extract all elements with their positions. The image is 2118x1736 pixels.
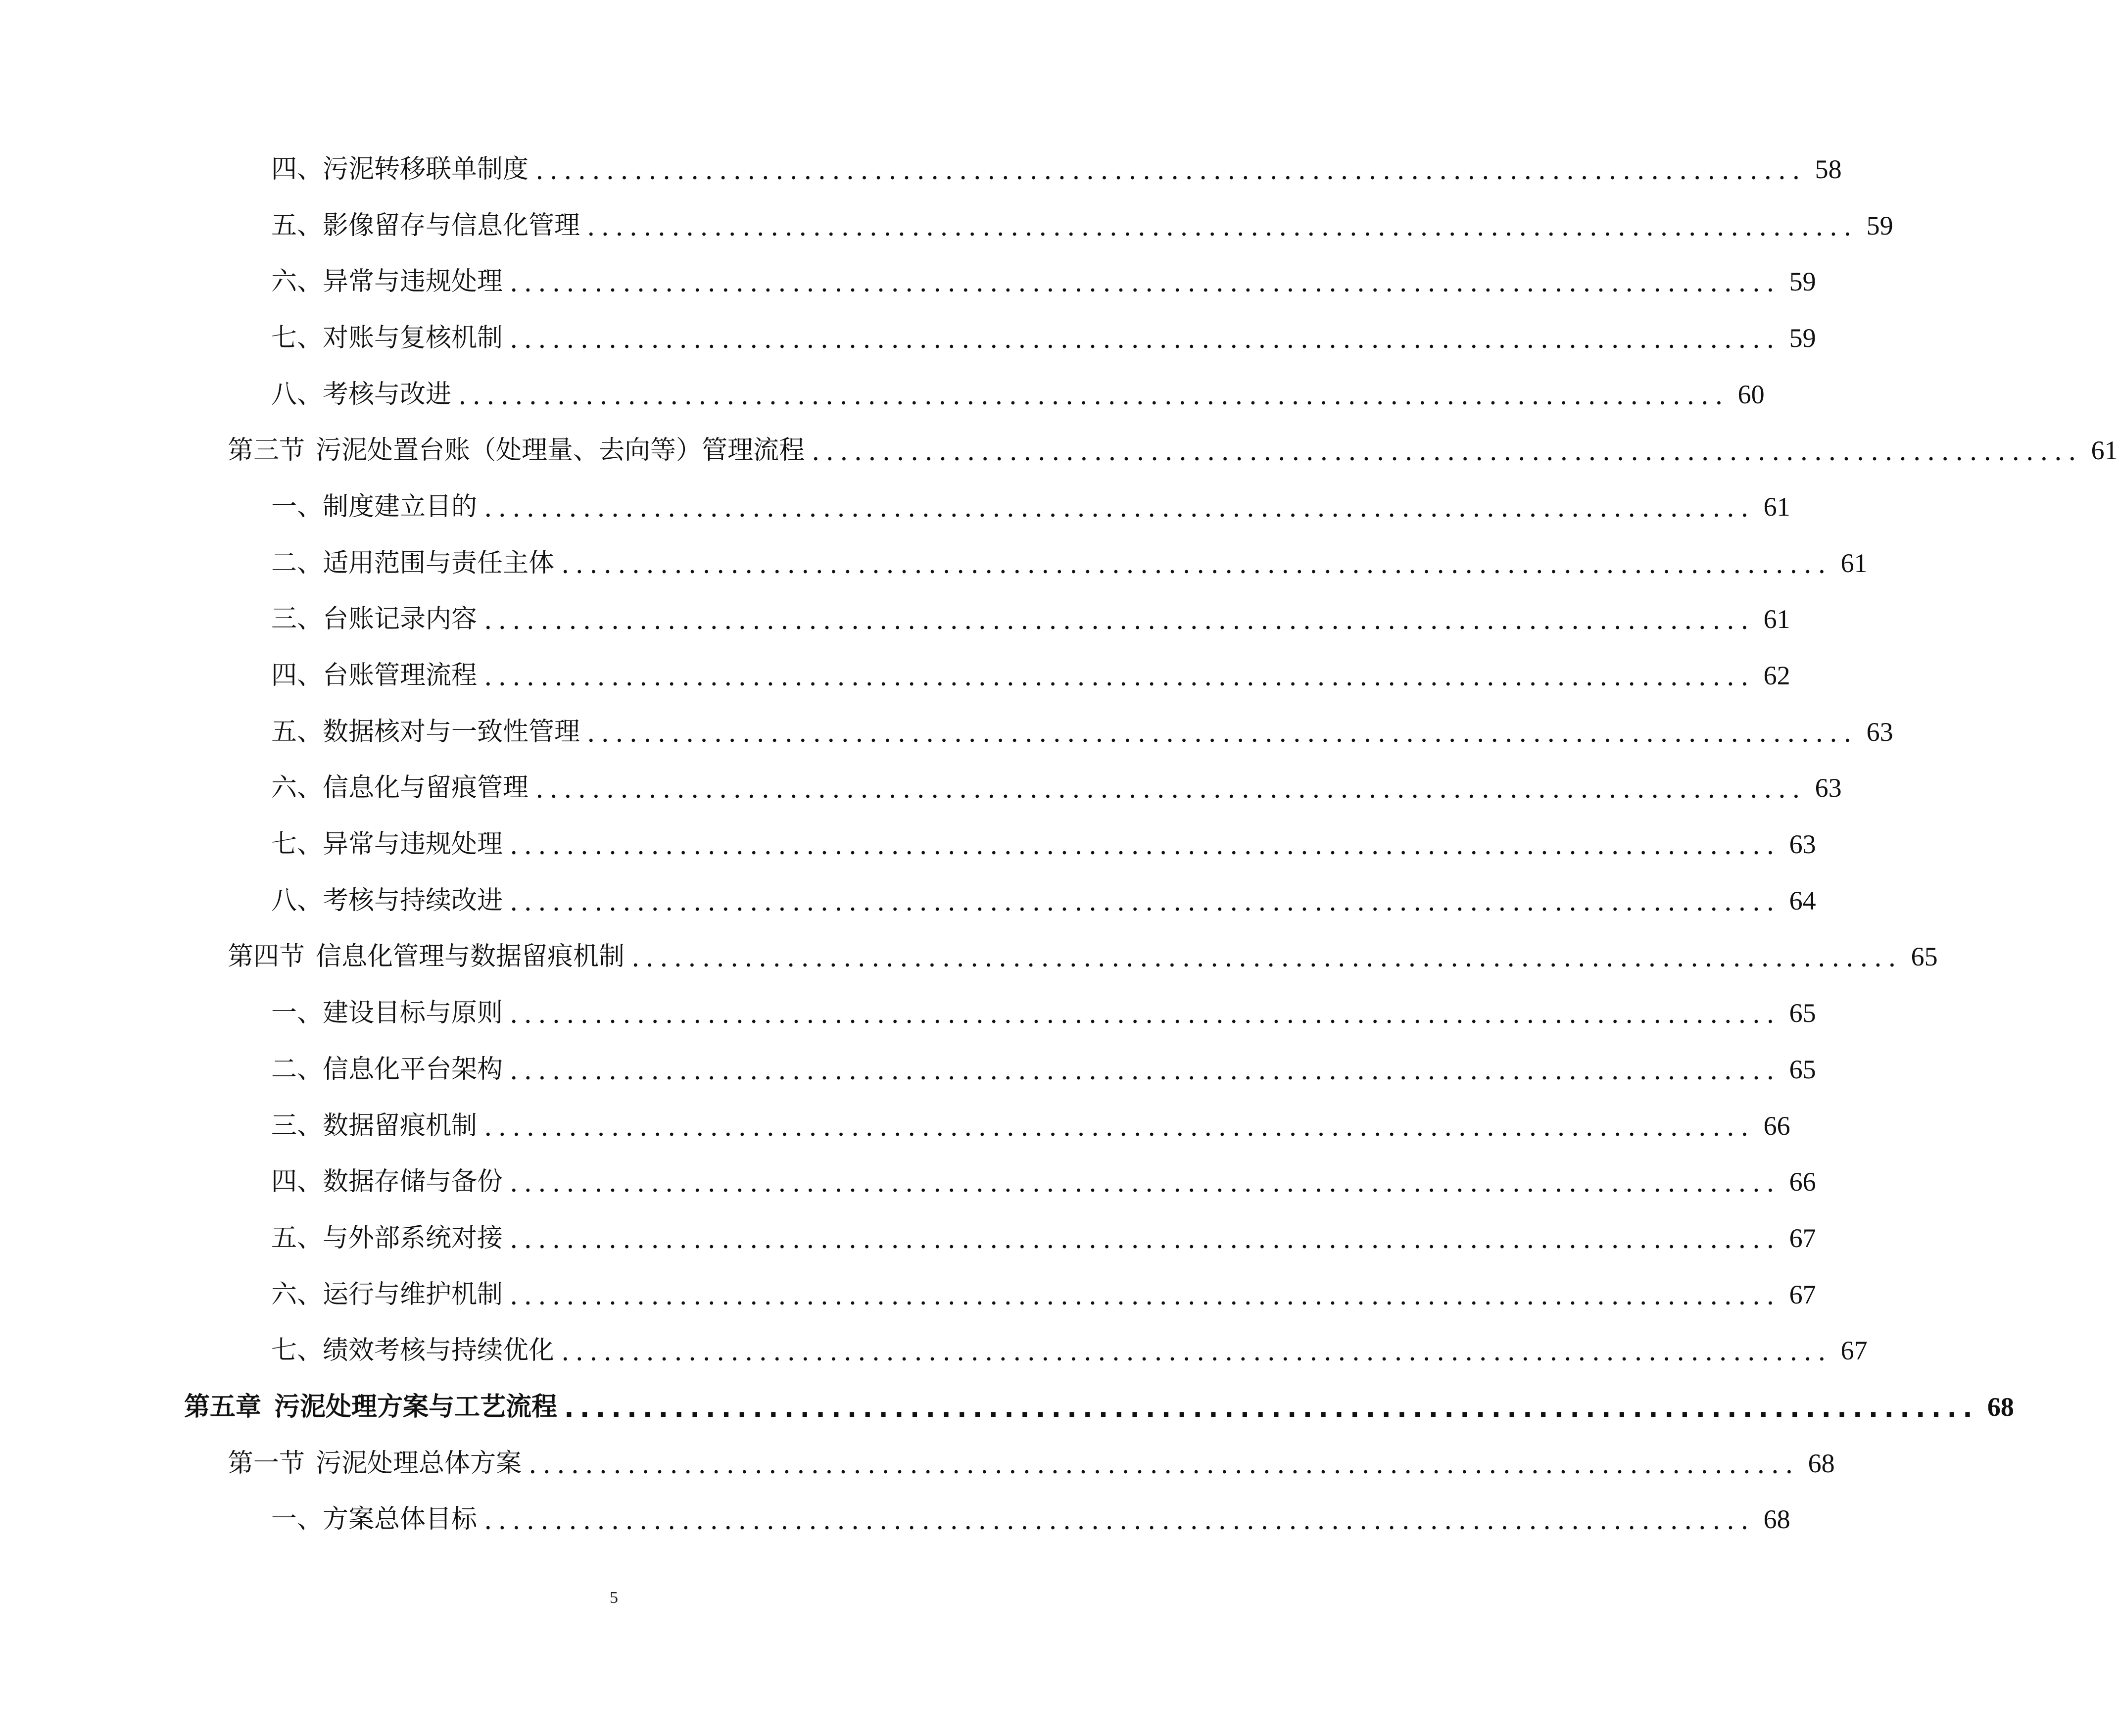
toc-dot-leader: .......................................................................................... <box>510 1056 1781 1086</box>
toc-entry-title: 运行与维护机制 <box>323 1279 503 1309</box>
toc-entry-number: 二、 <box>271 1054 323 1084</box>
toc-entry-item[interactable] <box>0 479 1790 535</box>
toc-entry-section[interactable] <box>0 1435 1835 1492</box>
toc-entry-number: 五、 <box>271 717 323 747</box>
toc-entry-item[interactable] <box>0 1210 1816 1266</box>
toc-entry-number: 七、 <box>271 323 323 353</box>
toc-entry-page: 60 <box>1737 379 1765 409</box>
toc-entry-page: 63 <box>1815 773 1842 803</box>
toc-dot-leader: .......................................................................................... <box>510 1281 1781 1311</box>
toc-dot-leader: .......................................................................................... <box>510 324 1781 354</box>
toc-entry-title: 绩效考核与持续优化 <box>323 1336 555 1366</box>
toc-entry-page: 65 <box>1789 1054 1816 1084</box>
toc-entry-title: 建设目标与原则 <box>323 998 503 1028</box>
toc-entry-title: 污泥处理总体方案 <box>316 1448 522 1478</box>
toc-entry-number: 八、 <box>271 379 323 409</box>
toc-entry-page: 68 <box>1763 1504 1790 1535</box>
toc-entry-number: 第三节 <box>228 435 305 466</box>
toc-dot-leader: .......................................................................................... <box>631 943 1902 973</box>
toc-dot-leader: .......................................................................................... <box>561 1337 1832 1367</box>
toc-dot-leader: .......................................................................................... <box>510 1000 1781 1030</box>
toc-entry-title: 台账管理流程 <box>323 661 478 691</box>
toc-entry-page: 61 <box>1840 548 1868 578</box>
toc-entry-section[interactable] <box>0 929 1938 985</box>
toc-entry-item[interactable] <box>0 985 1816 1041</box>
toc-entry-page: 59 <box>1866 210 1893 241</box>
toc-dot-leader: .......................................................................................... <box>484 606 1755 636</box>
toc-entry-number: 五、 <box>271 1223 323 1253</box>
toc-entry-item[interactable] <box>0 197 1893 254</box>
toc-entry-item[interactable] <box>0 647 1790 704</box>
toc-entry-number: 第四节 <box>228 942 305 972</box>
toc-entry-page: 59 <box>1789 323 1816 353</box>
toc-entry-item[interactable] <box>0 1492 1790 1548</box>
toc-dot-leader: .......................................................................................... <box>535 155 1806 186</box>
toc-entry-page: 64 <box>1789 885 1816 916</box>
toc-entry-title: 污泥处理方案与工艺流程 <box>274 1392 558 1422</box>
toc-entry-title: 信息化与留痕管理 <box>323 773 529 803</box>
toc-entry-title: 信息化平台架构 <box>323 1054 503 1084</box>
toc-entry-number: 二、 <box>271 548 323 578</box>
toc-entry-page: 61 <box>2091 435 2118 466</box>
toc-dot-leader: .......................................................................................... <box>535 774 1806 805</box>
toc-entry-page: 67 <box>1789 1279 1816 1309</box>
toc-entry-title: 考核与改进 <box>323 379 452 409</box>
toc-entry-title: 异常与违规处理 <box>323 829 503 860</box>
toc-dot-leader: .......................................................................................... <box>458 381 1729 411</box>
toc-entry-item[interactable] <box>0 366 1765 423</box>
toc-entry-page: 66 <box>1789 1167 1816 1197</box>
toc-entry-number: 六、 <box>271 1279 323 1309</box>
toc-entry-title: 台账记录内容 <box>323 604 478 634</box>
toc-entry-title: 适用范围与责任主体 <box>323 548 555 578</box>
toc-entry-page: 67 <box>1789 1223 1816 1253</box>
toc-entry-page: 59 <box>1789 267 1816 297</box>
toc-entry-number: 一、 <box>271 1504 323 1535</box>
toc-dot-leader: .......................................................................................... <box>529 1449 1799 1480</box>
toc-entry-page: 63 <box>1866 717 1893 747</box>
toc-entry-title: 制度建立目的 <box>323 491 478 522</box>
toc-dot-leader: .......................................................................................... <box>484 1506 1755 1536</box>
toc-dot-leader: .......................................................................................... <box>484 493 1755 523</box>
toc-dot-leader: .......................................................................................... <box>510 1168 1781 1199</box>
toc-entry-page: 68 <box>1808 1448 1835 1478</box>
toc-entry-item[interactable] <box>0 816 1816 872</box>
toc-dot-leader: .......................................................................................... <box>510 268 1781 298</box>
toc-entry-item[interactable] <box>0 872 1816 929</box>
toc-entry-item[interactable] <box>0 253 1816 310</box>
toc-dot-leader: .......................................................................................... <box>510 887 1781 917</box>
toc-entry-number: 七、 <box>271 829 323 860</box>
toc-entry-item[interactable] <box>0 141 1842 197</box>
toc-entry-item[interactable] <box>0 1322 1868 1379</box>
toc-entry-page: 67 <box>1840 1336 1868 1366</box>
toc-entry-page: 61 <box>1763 491 1790 522</box>
toc-entry-number: 第一节 <box>228 1448 305 1478</box>
table-of-contents <box>0 141 2118 1547</box>
toc-entry-number: 第五章 <box>184 1392 262 1422</box>
toc-entry-page: 65 <box>1911 942 1938 972</box>
toc-entry-chapter[interactable] <box>0 1379 2014 1435</box>
toc-dot-leader: .......................................................................................... <box>587 212 1858 242</box>
toc-entry-number: 四、 <box>271 661 323 691</box>
toc-entry-item[interactable] <box>0 1154 1816 1210</box>
toc-entry-number: 三、 <box>271 1110 323 1141</box>
toc-entry-page: 63 <box>1789 829 1816 860</box>
toc-entry-title: 数据核对与一致性管理 <box>323 717 580 747</box>
toc-dot-leader: .......................................................................................... <box>484 662 1755 692</box>
toc-entry-title: 异常与违规处理 <box>323 267 503 297</box>
toc-entry-item[interactable] <box>0 1266 1816 1323</box>
toc-entry-page: 61 <box>1763 604 1790 634</box>
toc-entry-number: 六、 <box>271 773 323 803</box>
toc-entry-title: 影像留存与信息化管理 <box>323 210 580 241</box>
toc-dot-leader: .......................................................................................... <box>587 718 1858 748</box>
toc-entry-number: 四、 <box>271 154 323 184</box>
toc-entry-item[interactable] <box>0 1098 1790 1154</box>
toc-entry-number: 一、 <box>271 998 323 1028</box>
toc-entry-item[interactable] <box>0 704 1893 760</box>
toc-entry-number: 六、 <box>271 267 323 297</box>
toc-entry-number: 三、 <box>271 604 323 634</box>
toc-entry-title: 数据留痕机制 <box>323 1110 478 1141</box>
toc-entry-item[interactable] <box>0 310 1816 366</box>
toc-entry-title: 信息化管理与数据留痕机制 <box>316 942 625 972</box>
toc-entry-number: 一、 <box>271 491 323 522</box>
toc-dot-leader: .......................................................................................... <box>484 1112 1755 1142</box>
toc-dot-leader: .......................................................................................... <box>812 437 2082 467</box>
toc-entry-number: 四、 <box>271 1167 323 1197</box>
toc-entry-item[interactable] <box>0 760 1842 817</box>
toc-entry-number: 七、 <box>271 1336 323 1366</box>
toc-entry-item[interactable] <box>0 535 1868 591</box>
toc-entry-title: 考核与持续改进 <box>323 885 503 916</box>
toc-entry-section[interactable] <box>0 422 2118 479</box>
toc-entry-title: 对账与复核机制 <box>323 323 503 353</box>
toc-entry-number: 五、 <box>271 210 323 241</box>
toc-entry-item[interactable] <box>0 591 1790 648</box>
toc-entry-number: 八、 <box>271 885 323 916</box>
toc-entry-title: 与外部系统对接 <box>323 1223 503 1253</box>
toc-entry-page: 68 <box>1987 1392 2014 1422</box>
toc-entry-page: 66 <box>1763 1110 1790 1141</box>
toc-dot-leader: .......................................................................................... <box>561 549 1832 579</box>
toc-entry-page: 58 <box>1815 154 1842 184</box>
toc-entry-title: 方案总体目标 <box>323 1504 478 1535</box>
toc-entry-title: 污泥转移联单制度 <box>323 154 529 184</box>
toc-dot-leader: .......................................................................................... <box>564 1393 1978 1423</box>
toc-entry-page: 65 <box>1789 998 1816 1028</box>
toc-entry-title: 数据存储与备份 <box>323 1167 503 1197</box>
toc-dot-leader: .......................................................................................... <box>510 831 1781 861</box>
toc-dot-leader: .......................................................................................... <box>510 1224 1781 1254</box>
toc-entry-title: 污泥处置台账（处理量、去向等）管理流程 <box>316 435 805 466</box>
page-number: 5 <box>610 1589 618 1607</box>
toc-entry-page: 62 <box>1763 661 1790 691</box>
toc-entry-item[interactable] <box>0 1041 1816 1098</box>
